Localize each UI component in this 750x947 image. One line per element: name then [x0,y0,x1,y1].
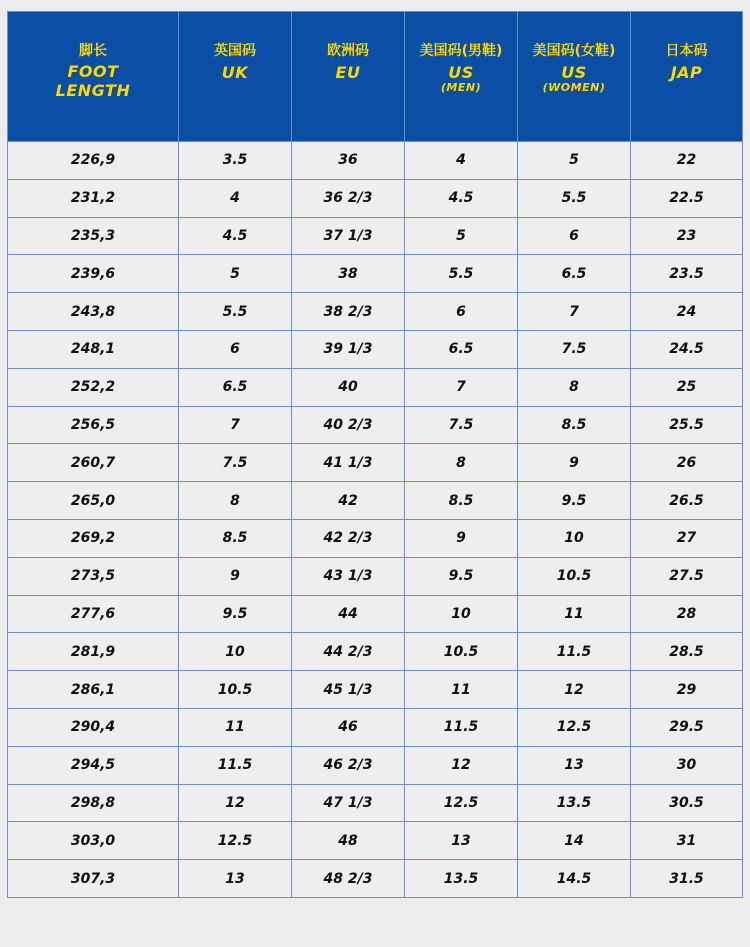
header-en-label: JAP [670,63,703,82]
cell-us-women: 10 [518,519,631,557]
cell-us-women: 14.5 [518,860,631,898]
cell-us-women: 9.5 [518,482,631,520]
cell-uk: 5 [179,255,292,293]
cell-uk: 10 [179,633,292,671]
table-row [8,406,743,444]
header-en-label: FOOT LENGTH [55,62,131,100]
cell-us-men: 8 [405,444,518,482]
cell-uk: 7.5 [179,444,292,482]
cell-eu: 42 [292,482,405,520]
cell-uk: 8.5 [179,519,292,557]
cell-eu: 43 1/3 [292,557,405,595]
cell-us-women: 6.5 [518,255,631,293]
header-cn-label: 欧洲码 [327,43,369,59]
header-sub-label: (MEN) [440,81,482,94]
table-row [8,293,743,331]
table-header [8,12,743,142]
cell-foot-length: 286,1 [8,671,179,709]
cell-foot-length: 256,5 [8,406,179,444]
cell-jap: 23.5 [631,255,743,293]
cell-uk: 11.5 [179,746,292,784]
table-body [8,142,743,898]
cell-uk: 7 [179,406,292,444]
cell-us-women: 7 [518,293,631,331]
cell-jap: 30 [631,746,743,784]
cell-us-men: 6 [405,293,518,331]
cell-us-women: 10.5 [518,557,631,595]
cell-jap: 22 [631,142,743,180]
cell-us-men: 10 [405,595,518,633]
cell-us-men: 11.5 [405,708,518,746]
cell-jap: 24.5 [631,330,743,368]
cell-us-men: 13.5 [405,860,518,898]
cell-us-men: 6.5 [405,330,518,368]
table-row [8,519,743,557]
cell-uk: 6.5 [179,368,292,406]
cell-foot-length: 281,9 [8,633,179,671]
cell-jap: 25.5 [631,406,743,444]
cell-uk: 13 [179,860,292,898]
cell-us-men: 4 [405,142,518,180]
cell-jap: 23 [631,217,743,255]
header-cn-label: 美国码(女鞋) [532,43,616,59]
table-row [8,595,743,633]
cell-us-men: 5 [405,217,518,255]
cell-uk: 12 [179,784,292,822]
cell-jap: 27.5 [631,557,743,595]
cell-us-men: 12 [405,746,518,784]
cell-jap: 31 [631,822,743,860]
cell-foot-length: 273,5 [8,557,179,595]
cell-jap: 28 [631,595,743,633]
table-row [8,330,743,368]
cell-us-women: 6 [518,217,631,255]
cell-us-women: 9 [518,444,631,482]
cell-us-women: 8 [518,368,631,406]
cell-us-men: 11 [405,671,518,709]
header-row [8,12,743,142]
cell-jap: 27 [631,519,743,557]
cell-eu: 48 2/3 [292,860,405,898]
header-us-men [405,12,518,142]
cell-eu: 36 [292,142,405,180]
cell-eu: 37 1/3 [292,217,405,255]
cell-jap: 28.5 [631,633,743,671]
table-row [8,444,743,482]
cell-eu: 45 1/3 [292,671,405,709]
table-row [8,671,743,709]
header-cn-label: 脚长 [79,43,107,59]
cell-us-women: 11.5 [518,633,631,671]
cell-eu: 40 [292,368,405,406]
cell-eu: 42 2/3 [292,519,405,557]
cell-eu: 38 2/3 [292,293,405,331]
cell-uk: 8 [179,482,292,520]
table-row [8,368,743,406]
cell-foot-length: 277,6 [8,595,179,633]
cell-eu: 44 2/3 [292,633,405,671]
table-row [8,142,743,180]
table-row [8,860,743,898]
cell-eu: 44 [292,595,405,633]
cell-us-women: 7.5 [518,330,631,368]
cell-foot-length: 307,3 [8,860,179,898]
cell-us-men: 4.5 [405,179,518,217]
cell-us-women: 13 [518,746,631,784]
cell-eu: 46 2/3 [292,746,405,784]
cell-uk: 9 [179,557,292,595]
cell-uk: 10.5 [179,671,292,709]
cell-us-men: 7.5 [405,406,518,444]
cell-uk: 5.5 [179,293,292,331]
cell-jap: 25 [631,368,743,406]
cell-us-men: 9.5 [405,557,518,595]
cell-jap: 29 [631,671,743,709]
cell-us-women: 11 [518,595,631,633]
shoe-size-table [7,11,743,898]
header-cn-label: 日本码 [665,43,708,59]
header-cn-label: 英国码 [214,43,256,59]
table-row [8,179,743,217]
cell-jap: 26 [631,444,743,482]
table-row [8,217,743,255]
cell-us-men: 8.5 [405,482,518,520]
cell-eu: 47 1/3 [292,784,405,822]
cell-foot-length: 248,1 [8,330,179,368]
cell-uk: 12.5 [179,822,292,860]
cell-us-men: 7 [405,368,518,406]
cell-eu: 40 2/3 [292,406,405,444]
cell-foot-length: 239,6 [8,255,179,293]
table-row [8,746,743,784]
header-en-label: EU [335,63,361,82]
cell-foot-length: 260,7 [8,444,179,482]
cell-foot-length: 265,0 [8,482,179,520]
cell-us-men: 12.5 [405,784,518,822]
header-en-label: US [448,63,474,82]
cell-eu: 39 1/3 [292,330,405,368]
cell-eu: 38 [292,255,405,293]
cell-us-men: 9 [405,519,518,557]
cell-foot-length: 252,2 [8,368,179,406]
header-foot-length [8,12,179,142]
cell-us-women: 8.5 [518,406,631,444]
cell-us-women: 14 [518,822,631,860]
table-row [8,784,743,822]
table-row [8,708,743,746]
header-uk [179,12,292,142]
header-sub-label: (WOMEN) [542,81,606,94]
table-row [8,482,743,520]
table-row [8,822,743,860]
cell-us-men: 5.5 [405,255,518,293]
top-margin [0,0,750,10]
cell-uk: 4.5 [179,217,292,255]
table-row [8,255,743,293]
cell-us-women: 13.5 [518,784,631,822]
cell-jap: 22.5 [631,179,743,217]
cell-jap: 31.5 [631,860,743,898]
cell-uk: 11 [179,708,292,746]
cell-us-women: 5 [518,142,631,180]
header-en-label: US [561,63,587,82]
cell-eu: 36 2/3 [292,179,405,217]
cell-uk: 3.5 [179,142,292,180]
cell-us-men: 13 [405,822,518,860]
cell-foot-length: 235,3 [8,217,179,255]
cell-us-men: 10.5 [405,633,518,671]
cell-eu: 41 1/3 [292,444,405,482]
header-jap [631,12,743,142]
cell-foot-length: 243,8 [8,293,179,331]
cell-foot-length: 226,9 [8,142,179,180]
cell-foot-length: 269,2 [8,519,179,557]
cell-us-women: 12 [518,671,631,709]
cell-foot-length: 298,8 [8,784,179,822]
cell-foot-length: 303,0 [8,822,179,860]
cell-jap: 30.5 [631,784,743,822]
cell-eu: 48 [292,822,405,860]
cell-jap: 29.5 [631,708,743,746]
cell-uk: 9.5 [179,595,292,633]
header-eu [292,12,405,142]
cell-eu: 46 [292,708,405,746]
header-us-women [518,12,631,142]
header-en-label: UK [221,63,249,82]
cell-us-women: 5.5 [518,179,631,217]
cell-us-women: 12.5 [518,708,631,746]
cell-foot-length: 231,2 [8,179,179,217]
table-row [8,633,743,671]
cell-jap: 24 [631,293,743,331]
header-cn-label: 美国码(男鞋) [419,43,503,59]
cell-foot-length: 294,5 [8,746,179,784]
cell-uk: 6 [179,330,292,368]
cell-uk: 4 [179,179,292,217]
table-row [8,557,743,595]
cell-jap: 26.5 [631,482,743,520]
cell-foot-length: 290,4 [8,708,179,746]
